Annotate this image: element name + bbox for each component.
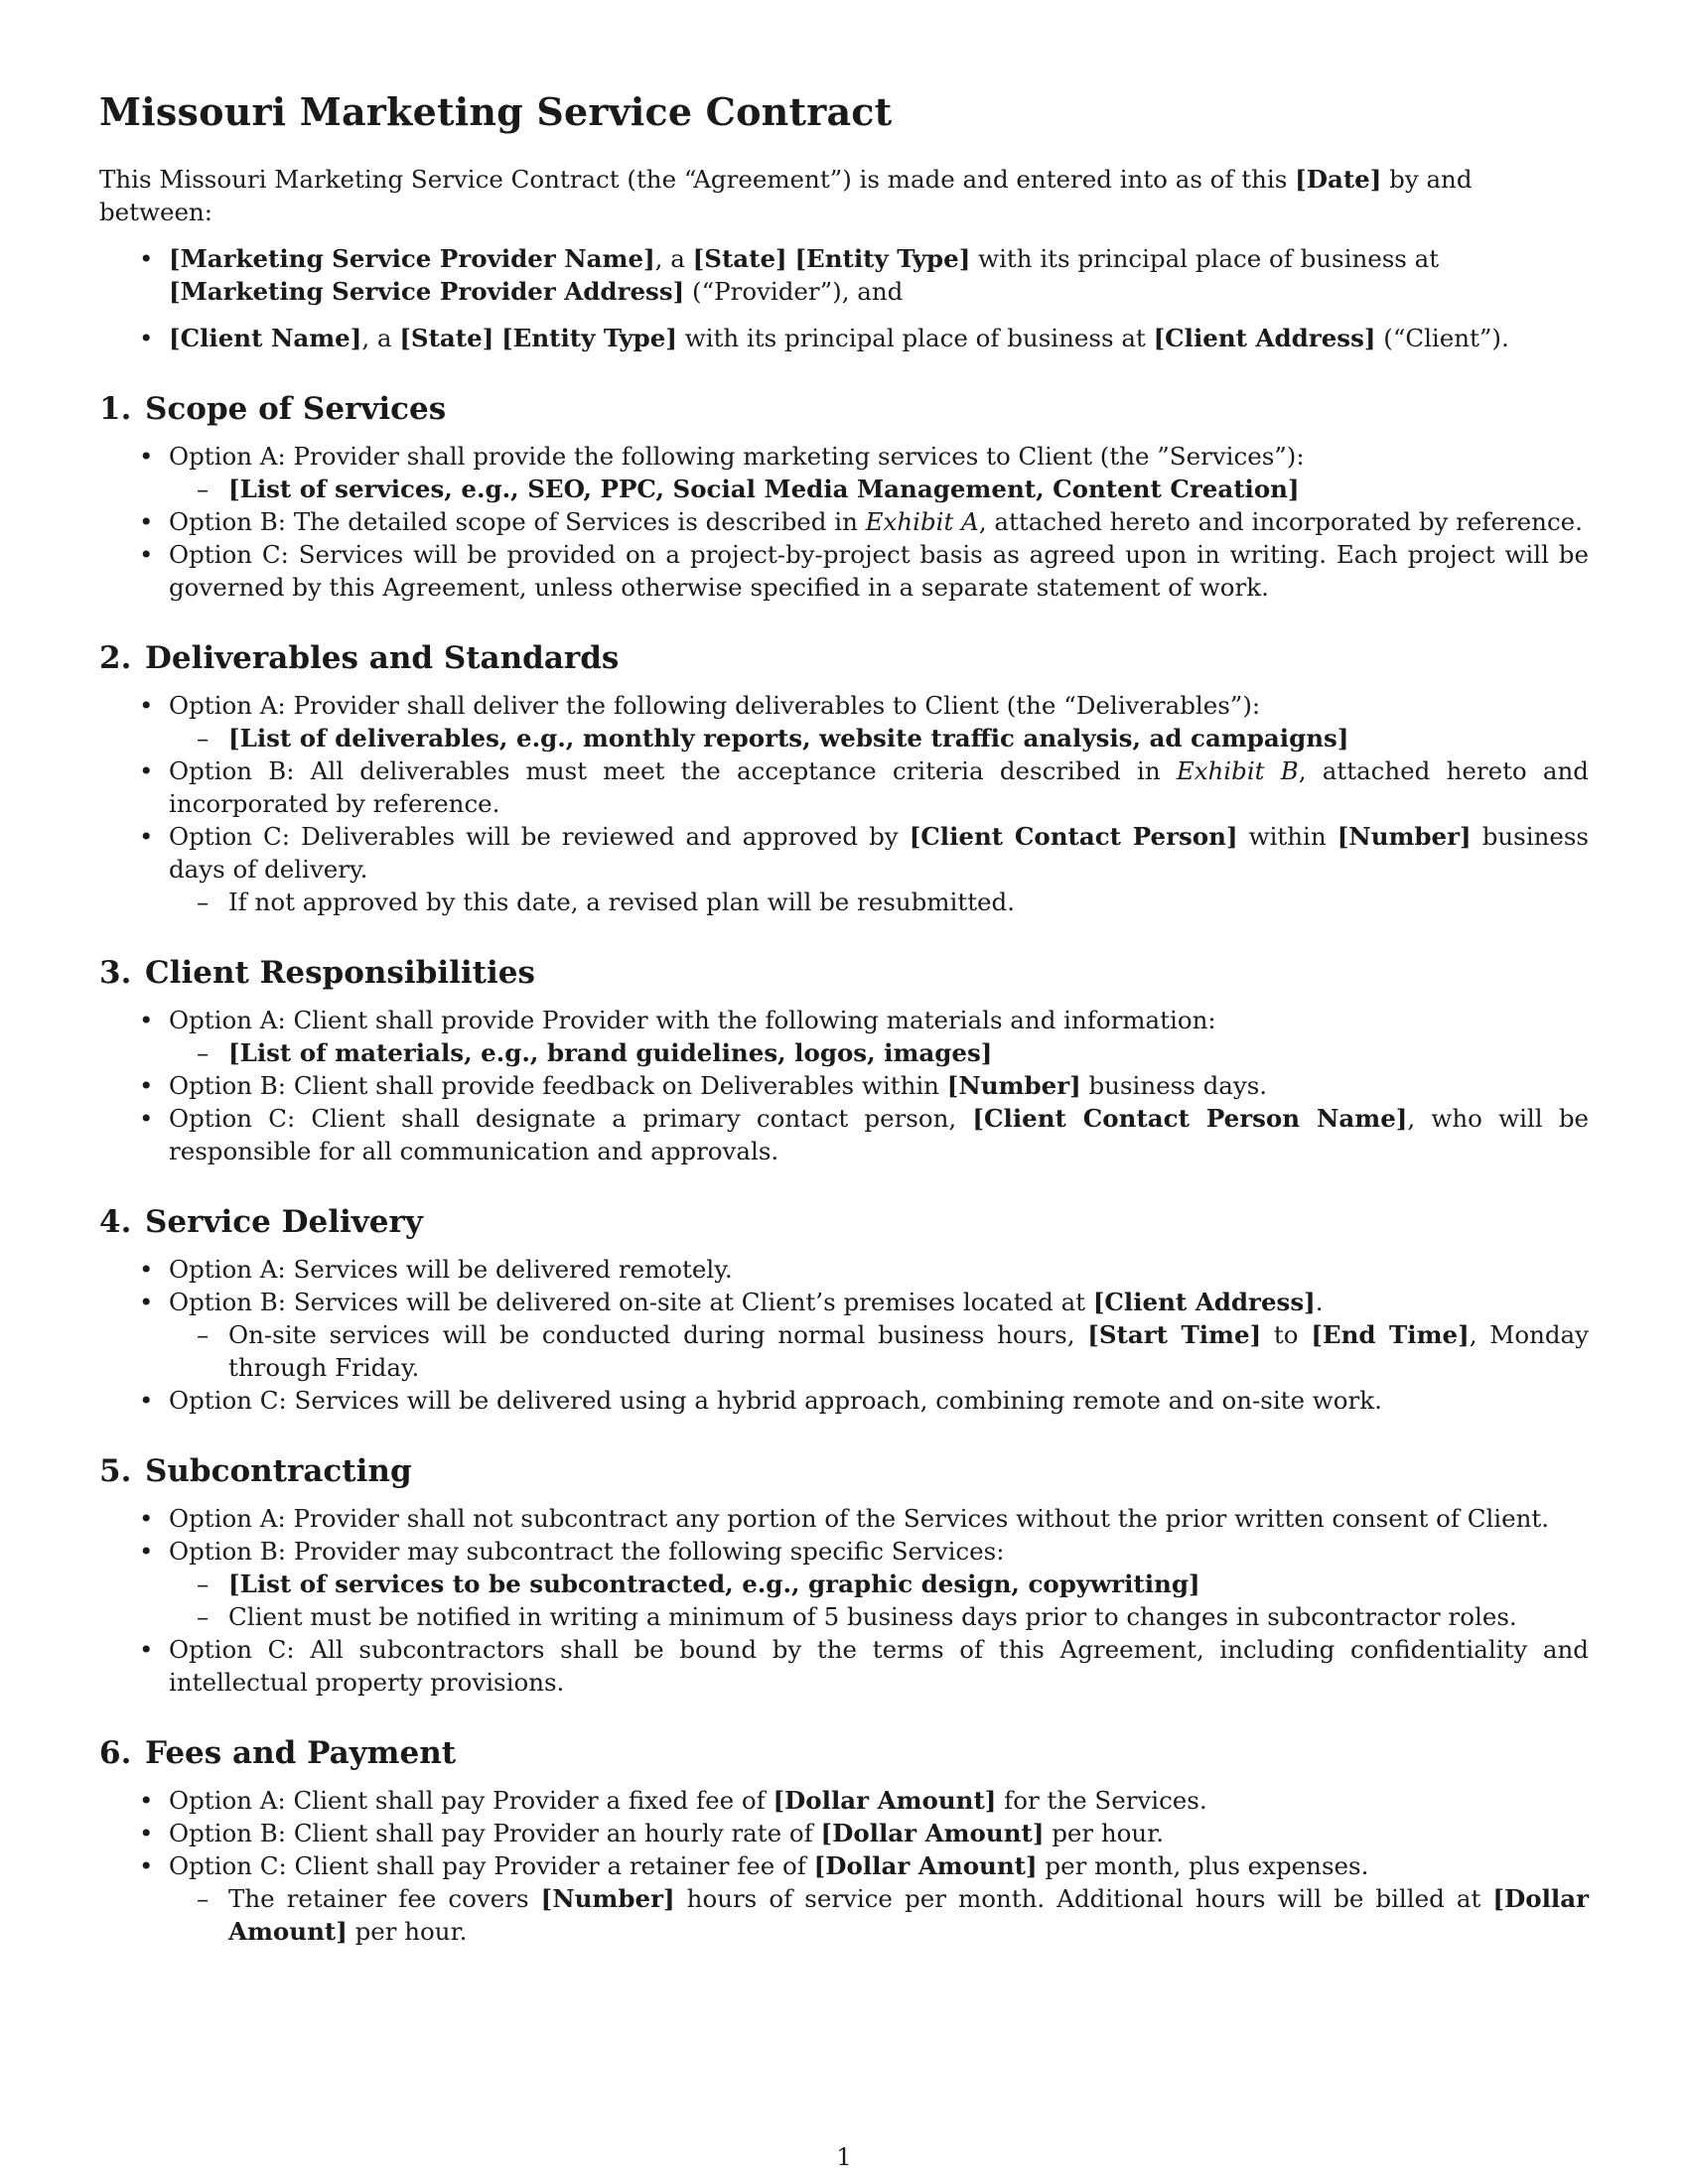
bullet-icon: • bbox=[139, 691, 154, 720]
option-b bbox=[99, 1535, 1589, 1633]
sub-item bbox=[169, 1318, 1589, 1384]
contact-name-placeholder: [Client Contact Person Name] bbox=[972, 1104, 1408, 1133]
dash-icon: – bbox=[197, 724, 210, 752]
party-provider bbox=[99, 242, 1589, 308]
bullet-icon: • bbox=[139, 1288, 154, 1316]
section-fees-and-payment bbox=[99, 1732, 1589, 1948]
option-text: Option B: Provider may subcontract the following specific Services: bbox=[169, 1537, 1005, 1566]
dollar-amount-placeholder: [Dollar Amount] bbox=[228, 1884, 1589, 1946]
entity-type-placeholder: [Entity Type] bbox=[501, 324, 677, 352]
sub-list bbox=[169, 473, 1589, 505]
sub-list bbox=[169, 722, 1589, 754]
option-text: , attached hereto and incorporated by reference. bbox=[978, 507, 1583, 536]
number-placeholder: [Number] bbox=[540, 1884, 675, 1913]
client-name-placeholder: [Client Name] bbox=[169, 324, 362, 352]
bullet-icon: • bbox=[139, 1071, 154, 1100]
option-text: Option A: Provider shall not subcontract any portion of the Services without the prior written consent of Client. bbox=[169, 1504, 1550, 1533]
option-text: Option A: Client shall provide Provider with the following materials and information: bbox=[169, 1006, 1216, 1034]
option-text: Option B: All deliverables must meet the acceptance criteria described in bbox=[169, 756, 1177, 785]
options-list bbox=[99, 1784, 1589, 1948]
sub-list bbox=[169, 886, 1589, 918]
sub-list bbox=[169, 1882, 1589, 1948]
bullet-icon: • bbox=[139, 1504, 154, 1533]
number-placeholder: [Number] bbox=[1336, 822, 1472, 851]
sub-text: hours of service per month. Additional hours will be billed at bbox=[674, 1884, 1493, 1913]
option-a bbox=[99, 1502, 1589, 1535]
section-deliverables bbox=[99, 637, 1589, 918]
state-placeholder: [State] bbox=[692, 244, 787, 273]
bullet-icon: • bbox=[139, 324, 154, 352]
option-text: Option B: The detailed scope of Services is described in bbox=[169, 507, 866, 536]
option-text: Option A: Client shall pay Provider a fixed fee of bbox=[169, 1786, 774, 1815]
party-text: (“Provider”), and bbox=[684, 277, 904, 306]
sub-list bbox=[169, 1318, 1589, 1384]
dollar-amount-placeholder: [Dollar Amount] bbox=[820, 1819, 1045, 1847]
section-number: 6. bbox=[99, 1735, 132, 1771]
date-placeholder: [Date] bbox=[1295, 165, 1382, 194]
option-text: Option C: All subcontractors shall be bound by the terms of this Agreement, including confidentiality and intellectual property provisions. bbox=[169, 1635, 1589, 1697]
option-b bbox=[99, 505, 1589, 538]
option-a bbox=[99, 1004, 1589, 1069]
section-service-delivery bbox=[99, 1201, 1589, 1417]
option-b bbox=[99, 1069, 1589, 1102]
option-b bbox=[99, 1817, 1589, 1849]
intro-text-end: by and between: bbox=[99, 165, 1473, 226]
section-title: Service Delivery bbox=[145, 1204, 423, 1240]
sub-item bbox=[169, 1882, 1589, 1948]
client-address-placeholder: [Client Address] bbox=[1092, 1288, 1316, 1316]
sub-item bbox=[169, 473, 1589, 505]
sub-text: On-site services will be conducted during normal business hours, bbox=[228, 1320, 1088, 1349]
intro-paragraph bbox=[99, 163, 1589, 228]
end-time-placeholder: [End Time] bbox=[1311, 1320, 1470, 1349]
sub-text: Client must be notified in writing a minimum of 5 business days prior to changes in subcontractor roles. bbox=[228, 1602, 1517, 1631]
section-title: Deliverables and Standards bbox=[145, 640, 620, 676]
option-text: , who will be responsible for all communication and approvals. bbox=[169, 1104, 1589, 1165]
party-text bbox=[493, 324, 501, 352]
bullet-icon: • bbox=[139, 540, 154, 569]
document-title: Missouri Marketing Service Contract bbox=[99, 89, 893, 134]
entity-type-placeholder: [Entity Type] bbox=[794, 244, 971, 273]
options-list bbox=[99, 1004, 1589, 1167]
client-address-placeholder: [Client Address] bbox=[1153, 324, 1376, 352]
dash-icon: – bbox=[197, 1884, 210, 1913]
section-title: Subcontracting bbox=[145, 1453, 412, 1489]
sub-item bbox=[169, 1036, 1589, 1069]
dollar-amount-placeholder: [Dollar Amount] bbox=[773, 1786, 997, 1815]
option-b bbox=[99, 1286, 1589, 1384]
option-text: , attached hereto and incorporated by reference. bbox=[169, 756, 1589, 818]
option-c bbox=[99, 538, 1589, 604]
option-text: . bbox=[1315, 1288, 1324, 1316]
option-text: for the Services. bbox=[996, 1786, 1207, 1815]
section-number: 4. bbox=[99, 1204, 132, 1240]
option-text: Option A: Services will be delivered remotely. bbox=[169, 1255, 733, 1284]
section-subcontracting bbox=[99, 1450, 1589, 1699]
section-title: Scope of Services bbox=[145, 391, 447, 427]
option-text: Option C: Client shall designate a primary contact person, bbox=[169, 1104, 973, 1133]
bullet-icon: • bbox=[139, 756, 154, 785]
party-text: with its principal place of business at bbox=[970, 244, 1440, 273]
option-a bbox=[99, 1253, 1589, 1286]
section-title: Fees and Payment bbox=[145, 1735, 457, 1771]
page-number: 1 bbox=[836, 2143, 852, 2171]
options-list bbox=[99, 1253, 1589, 1417]
section-heading bbox=[99, 637, 1589, 679]
contact-placeholder: [Client Contact Person] bbox=[909, 822, 1238, 851]
option-text: within bbox=[1237, 822, 1337, 851]
provider-name-placeholder: [Marketing Service Provider Name] bbox=[169, 244, 655, 273]
deliverables-placeholder: [List of deliverables, e.g., monthly reports, website traffic analysis, ad campaigns] bbox=[228, 724, 1349, 752]
bullet-icon: • bbox=[139, 1255, 154, 1284]
bullet-icon: • bbox=[139, 244, 154, 273]
option-a bbox=[99, 1784, 1589, 1817]
bullet-icon: • bbox=[139, 1386, 154, 1415]
bullet-icon: • bbox=[139, 442, 154, 471]
exhibit-reference: Exhibit B bbox=[1176, 756, 1299, 785]
bullet-icon: • bbox=[139, 1635, 154, 1664]
option-text: per hour. bbox=[1044, 1819, 1165, 1847]
sub-item bbox=[169, 722, 1589, 754]
state-placeholder: [State] bbox=[399, 324, 494, 352]
bullet-icon: • bbox=[139, 1006, 154, 1034]
section-heading bbox=[99, 1201, 1589, 1243]
section-scope-of-services bbox=[99, 388, 1589, 604]
section-heading bbox=[99, 388, 1589, 430]
sub-item bbox=[169, 886, 1589, 918]
number-placeholder: [Number] bbox=[946, 1071, 1081, 1100]
bullet-icon: • bbox=[139, 1104, 154, 1133]
option-a bbox=[99, 689, 1589, 754]
party-text: (“Client”). bbox=[1375, 324, 1509, 352]
section-heading bbox=[99, 1732, 1589, 1774]
option-b bbox=[99, 754, 1589, 820]
sub-text: per hour. bbox=[347, 1917, 468, 1946]
section-number: 2. bbox=[99, 640, 132, 676]
dash-icon: – bbox=[197, 1570, 210, 1598]
options-list bbox=[99, 689, 1589, 918]
intro-text: This Missouri Marketing Service Contract (the “Agreement”) is made and entered into as of this bbox=[99, 165, 1296, 194]
bullet-icon: • bbox=[139, 1786, 154, 1815]
option-text: business days of delivery. bbox=[169, 822, 1589, 884]
section-number: 3. bbox=[99, 955, 132, 991]
option-text: Option A: Provider shall provide the following marketing services to Client (the ”Services”): bbox=[169, 442, 1305, 471]
options-list bbox=[99, 1502, 1589, 1699]
option-text: Option C: Client shall pay Provider a retainer fee of bbox=[169, 1851, 814, 1880]
option-text: per month, plus expenses. bbox=[1037, 1851, 1369, 1880]
option-c bbox=[99, 1849, 1589, 1948]
option-text: Option C: Services will be delivered using a hybrid approach, combining remote and on-site work. bbox=[169, 1386, 1382, 1415]
dash-icon: – bbox=[197, 1038, 210, 1067]
section-number: 5. bbox=[99, 1453, 132, 1489]
party-text: , a bbox=[361, 324, 400, 352]
exhibit-reference: Exhibit A bbox=[865, 507, 979, 536]
option-text: Option A: Provider shall deliver the following deliverables to Client (the “Deliverables”): bbox=[169, 691, 1261, 720]
options-list bbox=[99, 440, 1589, 604]
option-text: Option B: Services will be delivered on-site at Client’s premises located at bbox=[169, 1288, 1093, 1316]
sub-text: , Monday through Friday. bbox=[228, 1320, 1589, 1382]
bullet-icon: • bbox=[139, 507, 154, 536]
option-a bbox=[99, 440, 1589, 505]
sub-text: to bbox=[1261, 1320, 1312, 1349]
option-text: Option C: Services will be provided on a project-by-project basis as agreed upon in writing. Each project will be governed by this Agreement, unless otherwise specified in a separate statement of work. bbox=[169, 540, 1589, 602]
dash-icon: – bbox=[197, 1602, 210, 1631]
dash-icon: – bbox=[197, 1320, 210, 1349]
option-text: Option C: Deliverables will be reviewed and approved by bbox=[169, 822, 910, 851]
option-c bbox=[99, 1384, 1589, 1417]
dollar-amount-placeholder: [Dollar Amount] bbox=[813, 1851, 1038, 1880]
bullet-icon: • bbox=[139, 822, 154, 851]
parties-list bbox=[99, 242, 1589, 354]
dash-icon: – bbox=[197, 475, 210, 503]
party-text: with its principal place of business at bbox=[676, 324, 1154, 352]
services-placeholder: [List of services, e.g., SEO, PPC, Social Media Management, Content Creation] bbox=[228, 475, 1300, 503]
sub-list bbox=[169, 1568, 1589, 1633]
sub-item bbox=[169, 1568, 1589, 1600]
materials-placeholder: [List of materials, e.g., brand guidelines, logos, images] bbox=[228, 1038, 993, 1067]
document-page bbox=[99, 87, 1589, 1948]
sub-list bbox=[169, 1036, 1589, 1069]
sub-text: If not approved by this date, a revised plan will be resubmitted. bbox=[228, 887, 1016, 916]
option-text: business days. bbox=[1080, 1071, 1268, 1100]
section-heading bbox=[99, 1450, 1589, 1492]
option-c bbox=[99, 1102, 1589, 1167]
dash-icon: – bbox=[197, 887, 210, 916]
option-text: Option B: Client shall pay Provider an hourly rate of bbox=[169, 1819, 821, 1847]
party-text: , a bbox=[654, 244, 693, 273]
section-title: Client Responsibilities bbox=[145, 955, 535, 991]
party-client bbox=[99, 322, 1589, 354]
option-c bbox=[99, 1633, 1589, 1699]
bullet-icon: • bbox=[139, 1851, 154, 1880]
sub-item bbox=[169, 1600, 1589, 1633]
bullet-icon: • bbox=[139, 1537, 154, 1566]
option-text: Option B: Client shall provide feedback on Deliverables within bbox=[169, 1071, 947, 1100]
subcontract-placeholder: [List of services to be subcontracted, e.g., graphic design, copywriting] bbox=[228, 1570, 1200, 1598]
section-number: 1. bbox=[99, 391, 132, 427]
sub-text: The retainer fee covers bbox=[228, 1884, 541, 1913]
start-time-placeholder: [Start Time] bbox=[1087, 1320, 1262, 1349]
option-c bbox=[99, 820, 1589, 918]
provider-address-placeholder: [Marketing Service Provider Address] bbox=[169, 277, 685, 306]
section-client-responsibilities bbox=[99, 952, 1589, 1167]
section-heading bbox=[99, 952, 1589, 994]
bullet-icon: • bbox=[139, 1819, 154, 1847]
